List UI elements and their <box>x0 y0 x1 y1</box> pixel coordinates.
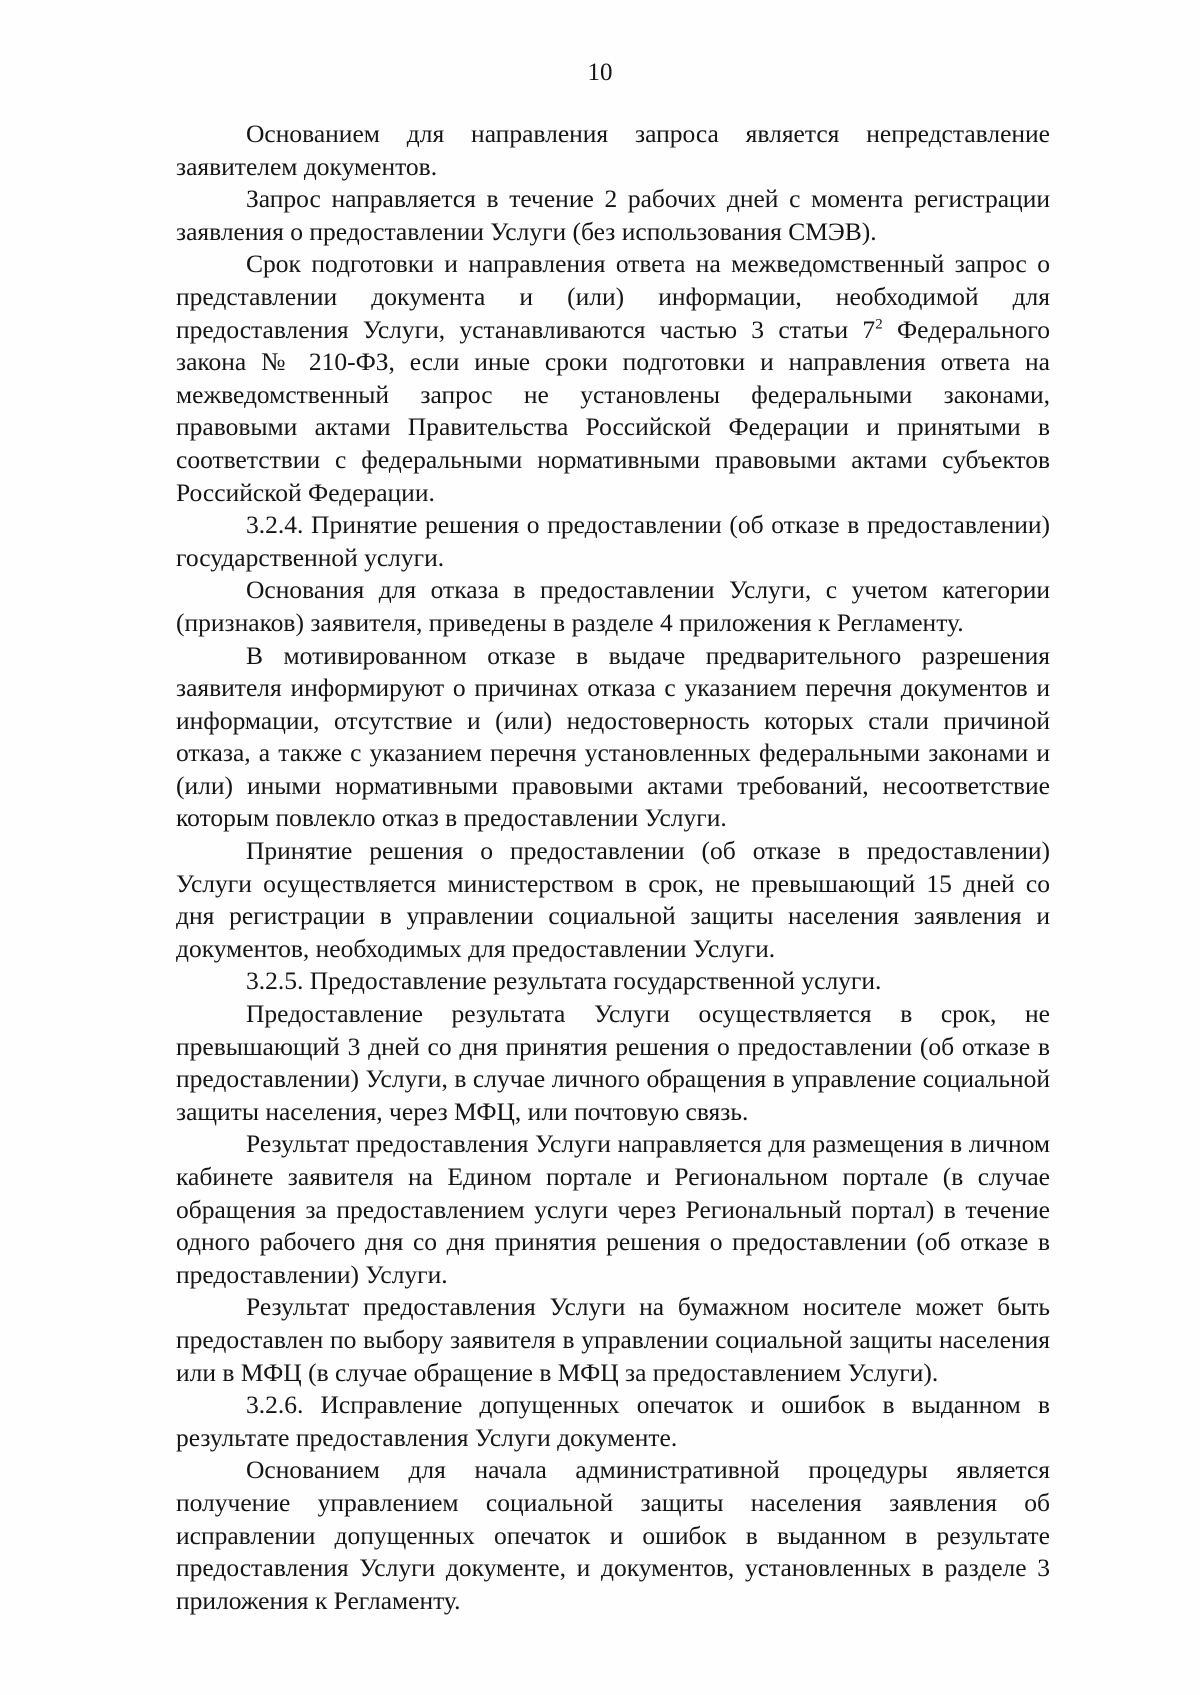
paragraph-correction-basis: Основанием для начала административной процедуры является получение управлением социальной защиты населения заявления об исправлении допущенных опечаток и ошибок в выданном в результате предоставления Услуги документе, и документов, установленных в разделе 3 приложения к Регламенту. <box>176 1455 1050 1615</box>
paragraph-request-deadline: Запрос направляется в течение 2 рабочих дней с момента регистрации заявления о предоставлении Услуги (без использования СМЭВ). <box>176 184 1050 246</box>
paragraph-response-deadline-part1: Срок подготовки и направления ответа на межведомственный запрос о представлении документа и (или) информации, необходимой для предоставления Услуги, устанавливаются частью 3 статьи 7 <box>176 249 1050 344</box>
section-heading-3-2-6: 3.2.6. Исправление допущенных опечаток и ошибок в выданном в результате предоставления Услуги документе. <box>176 1390 1050 1452</box>
paragraph-decision-term: Принятие решения о предоставлении (об отказе в предоставлении) Услуги осуществляется министерством в срок, не превышающий 15 дней со дня регистрации в управлении социальной защиты населения заявления и документов, необходимых для предоставлении Услуги. <box>176 836 1050 963</box>
page-number: 10 <box>587 59 613 86</box>
paragraph-result-portal: Результат предоставления Услуги направляется для размещения в личном кабинете заявителя на Едином портале и Региональном портале (в случае обращения за предоставлением услуги через Региональный портал) в течение одного рабочего дня со дня принятия решения о предоставлении (об отказе в предоставлении) Услуги. <box>176 1129 1050 1289</box>
section-heading-3-2-4: 3.2.4. Принятие решения о предоставлении (об отказе в предоставлении) государственной услуги. <box>176 510 1050 572</box>
paragraph-refusal-grounds: Основания для отказа в предоставлении Услуги, с учетом категории (признаков) заявителя, приведены в разделе 4 приложения к Регламенту. <box>176 575 1050 637</box>
paragraph-result-paper: Результат предоставления Услуги на бумажном носителе может быть предоставлен по выбору заявителя в управлении социальной защиты населения или в МФЦ (в случае обращение в МФЦ за предоставлением Услуги). <box>176 1292 1050 1387</box>
paragraph-request-basis: Основанием для направления запроса является непредставление заявителем документов. <box>176 119 1050 181</box>
paragraph-response-deadline <box>176 248 1050 509</box>
paragraph-response-deadline-part2: Федерального закона № 210-ФЗ, если иные сроки подготовки и направления ответа на межведомственный запрос не установлены федеральными законами, правовыми актами Правительства Российской Федерации и принятыми в соответствии с федеральными нормативными правовыми актами субъектов Российской Федерации. <box>176 314 1050 507</box>
paragraph-motivated-refusal: В мотивированном отказе в выдаче предварительного разрешения заявителя информируют о причинах отказа с указанием перечня документов и информации, отсутствие и (или) недостоверность которых стали причиной отказа, а также с указанием перечня установленных федеральными законами и (или) иными нормативными правовыми актами требований, несоответствие которым повлекло отказ в предоставлении Услуги. <box>176 640 1050 833</box>
section-heading-3-2-5: 3.2.5. Предоставление результата государственной услуги. <box>246 966 882 996</box>
superscript-article-index: 2 <box>875 316 883 333</box>
paragraph-result-term: Предоставление результата Услуги осуществляется в срок, не превышающий 3 дней со дня принятия решения о предоставлении (об отказе в предоставлении) Услуги, в случае личного обращения в управление социальной защиты населения, через МФЦ, или почтовую связь. <box>176 999 1050 1126</box>
document-body <box>176 118 1050 1617</box>
